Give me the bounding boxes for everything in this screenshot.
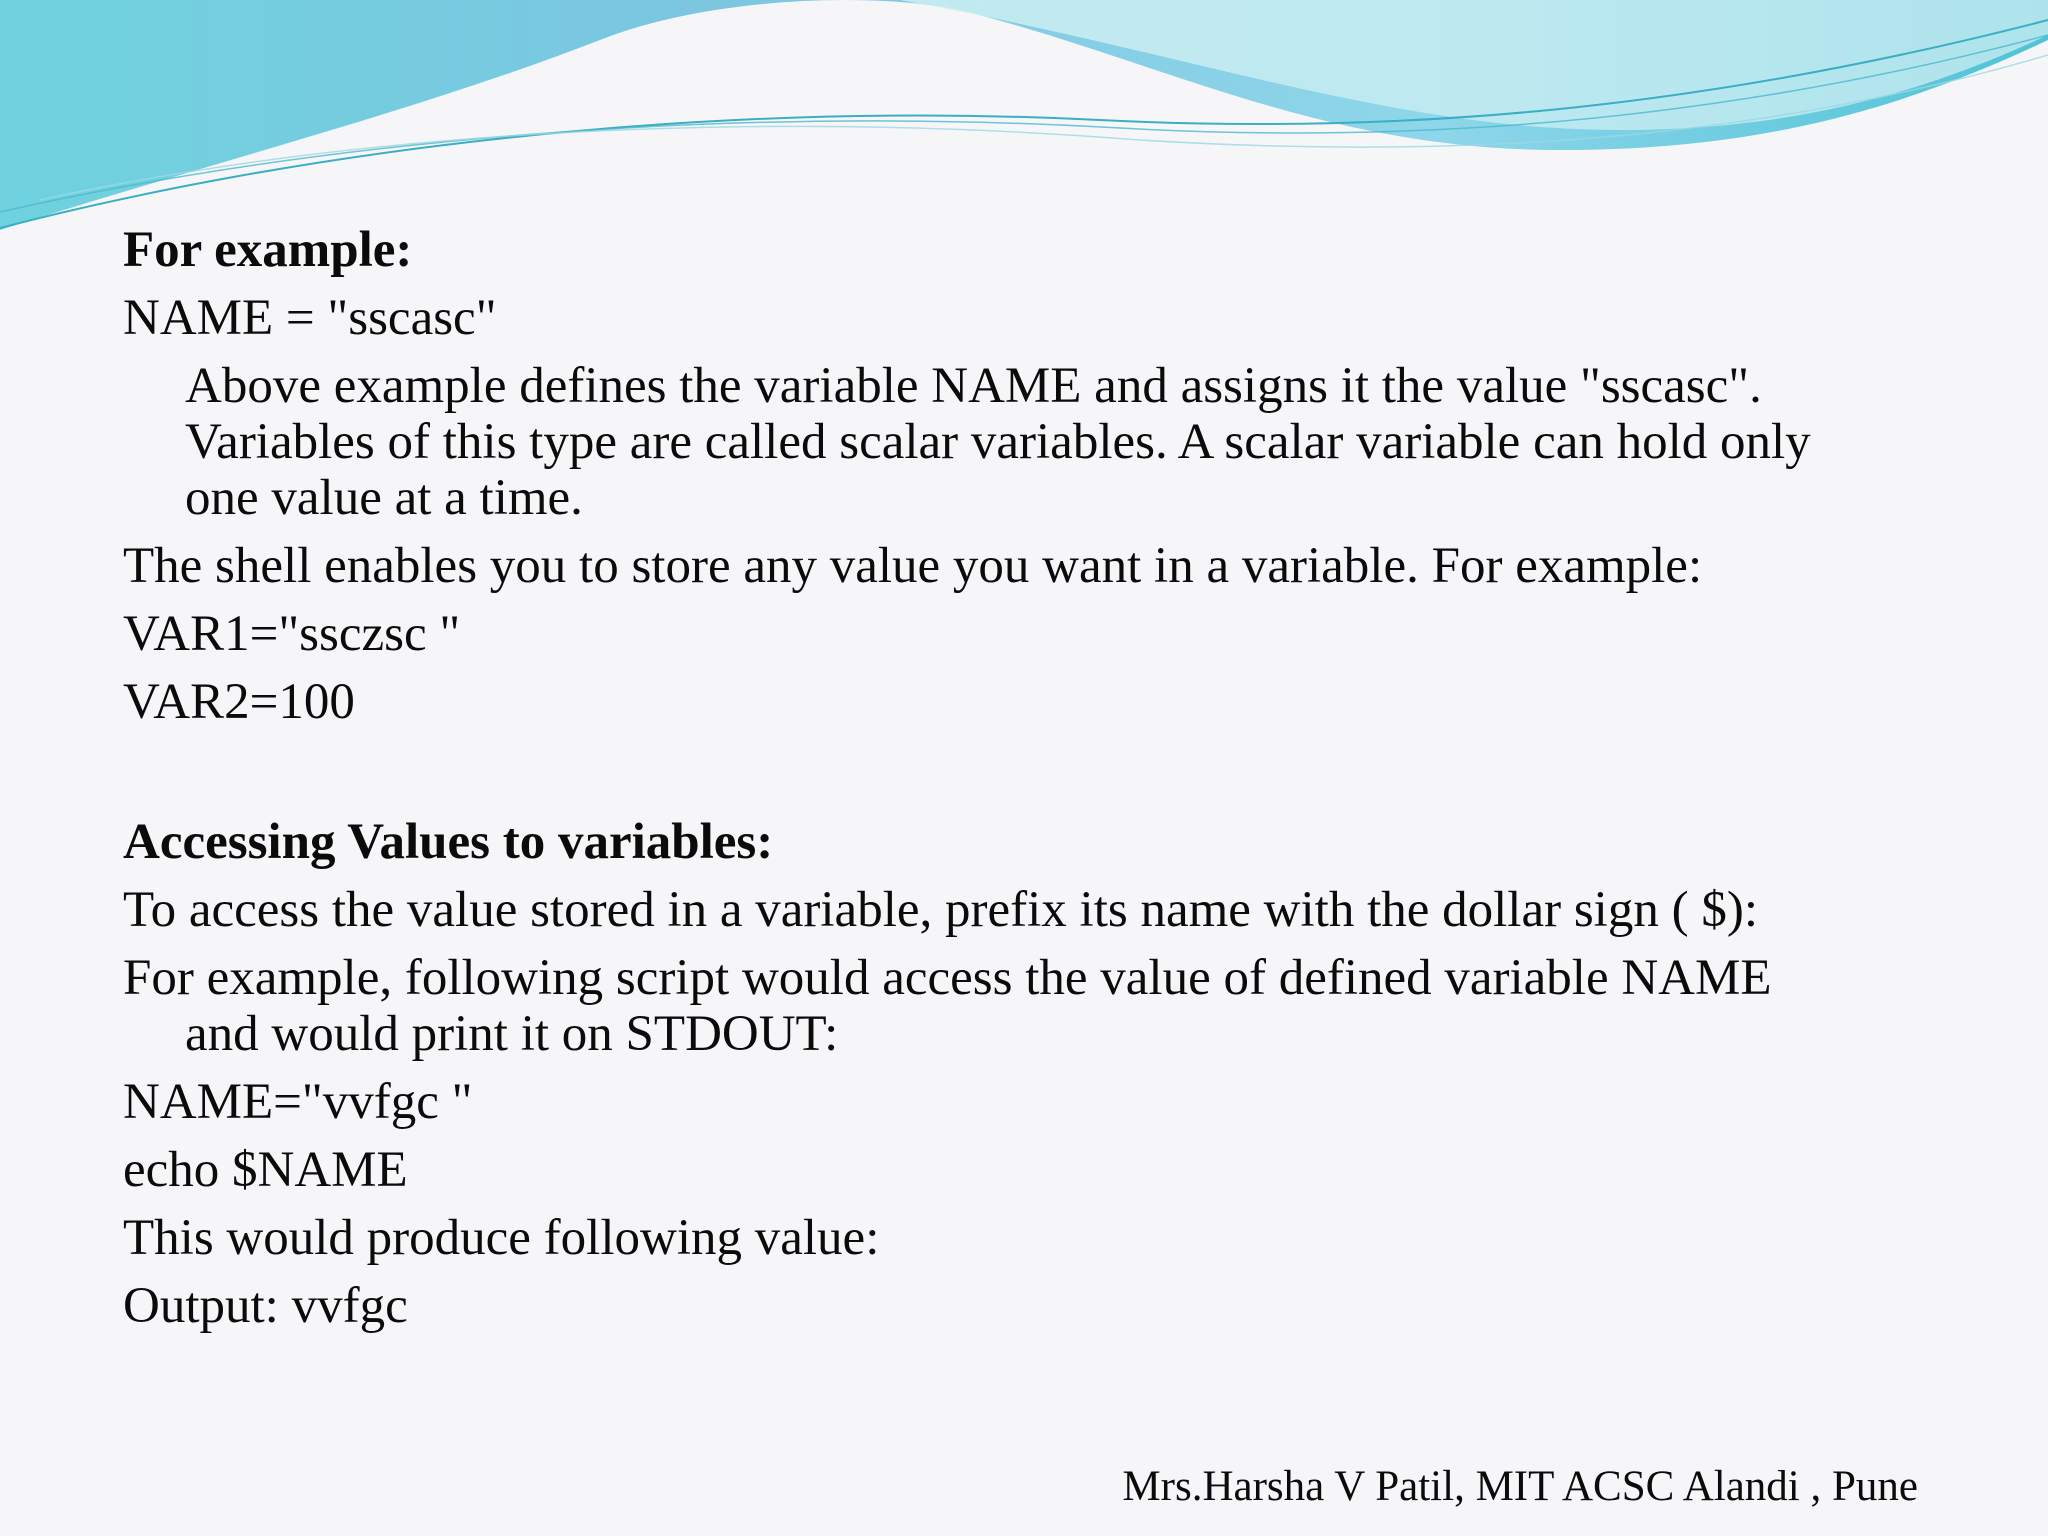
shell-store-text: The shell enables you to store any value you want in a variable. For example: (123, 538, 1703, 594)
slide-body (123, 222, 1943, 1346)
example-line-1: For example, following script would access the value of defined variable NAME (123, 950, 1772, 1006)
code-var1: VAR1="ssczsc " (123, 606, 461, 662)
decorative-wave-header (0, 0, 2048, 240)
code-echo: echo $NAME (123, 1142, 408, 1198)
description-line-1: Above example defines the variable NAME and assigns it the value "sscasc". (185, 358, 1762, 414)
code-name-assignment: NAME = "sscasc" (123, 290, 497, 346)
output-line: Output: vvfgc (123, 1278, 408, 1334)
code-name-vvfgc: NAME="vvfgc " (123, 1074, 473, 1130)
section-spacer (123, 742, 1943, 814)
example-paragraph (123, 950, 1943, 1062)
example-line-2: and would print it on STDOUT: (185, 1006, 839, 1062)
code-var2: VAR2=100 (123, 674, 355, 730)
heading-accessing-values: Accessing Values to variables: (123, 814, 774, 870)
wave-band-light (900, 0, 2048, 130)
description-paragraph (123, 358, 1943, 526)
description-line-2: Variables of this type are called scalar variables. A scalar variable can hold only (185, 414, 1811, 470)
produce-text: This would produce following value: (123, 1210, 880, 1266)
footer-author: Mrs.Harsha V Patil, MIT ACSC Alandi , Pune (1122, 1463, 1918, 1510)
access-instruction: To access the value stored in a variable, prefix its name with the dollar sign ( $): (123, 882, 1758, 938)
heading-for-example: For example: (123, 222, 413, 278)
description-line-3: one value at a time. (185, 470, 583, 526)
